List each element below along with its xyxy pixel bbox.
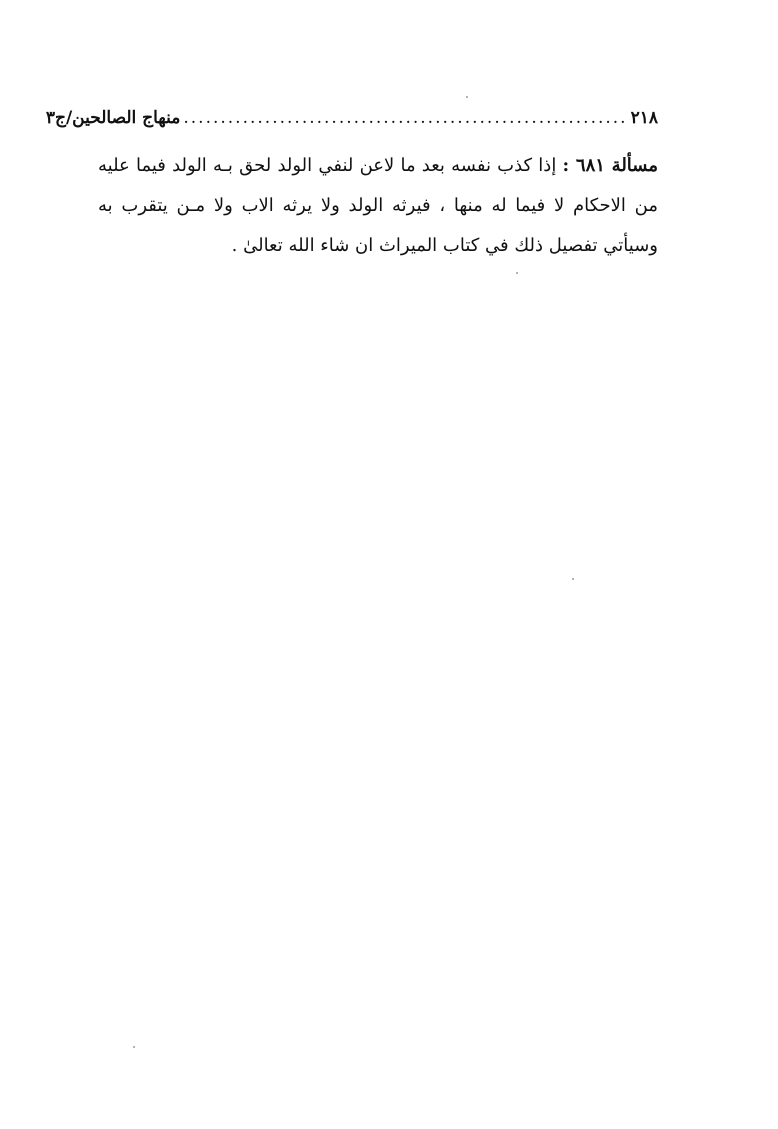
scan-speck <box>516 272 518 274</box>
scan-speck <box>466 96 468 98</box>
header-dot-leader: ............................................................ <box>183 107 628 128</box>
issue-text: إذا كذب نفسه بعد ما لاعن لنفي الولد لحق بـه الولد فيما عليه من الاحكام لا فيما له منها ، فيرثه الولد ولا يرثه الاب ولا مـن يتقرب به وسيأتي تفصيل ذلك في كتاب الميراث ان شاء الله تعالىٰ . <box>98 155 658 256</box>
scan-speck <box>133 1046 135 1048</box>
book-title: منهاج الصالحين/ج٣ <box>45 108 181 128</box>
issue-paragraph <box>98 146 658 266</box>
running-header <box>45 104 658 132</box>
page-number: ٢١٨ <box>630 108 658 128</box>
scan-speck <box>572 578 574 580</box>
issue-label: مسألة ٦٨١ : <box>562 155 658 176</box>
